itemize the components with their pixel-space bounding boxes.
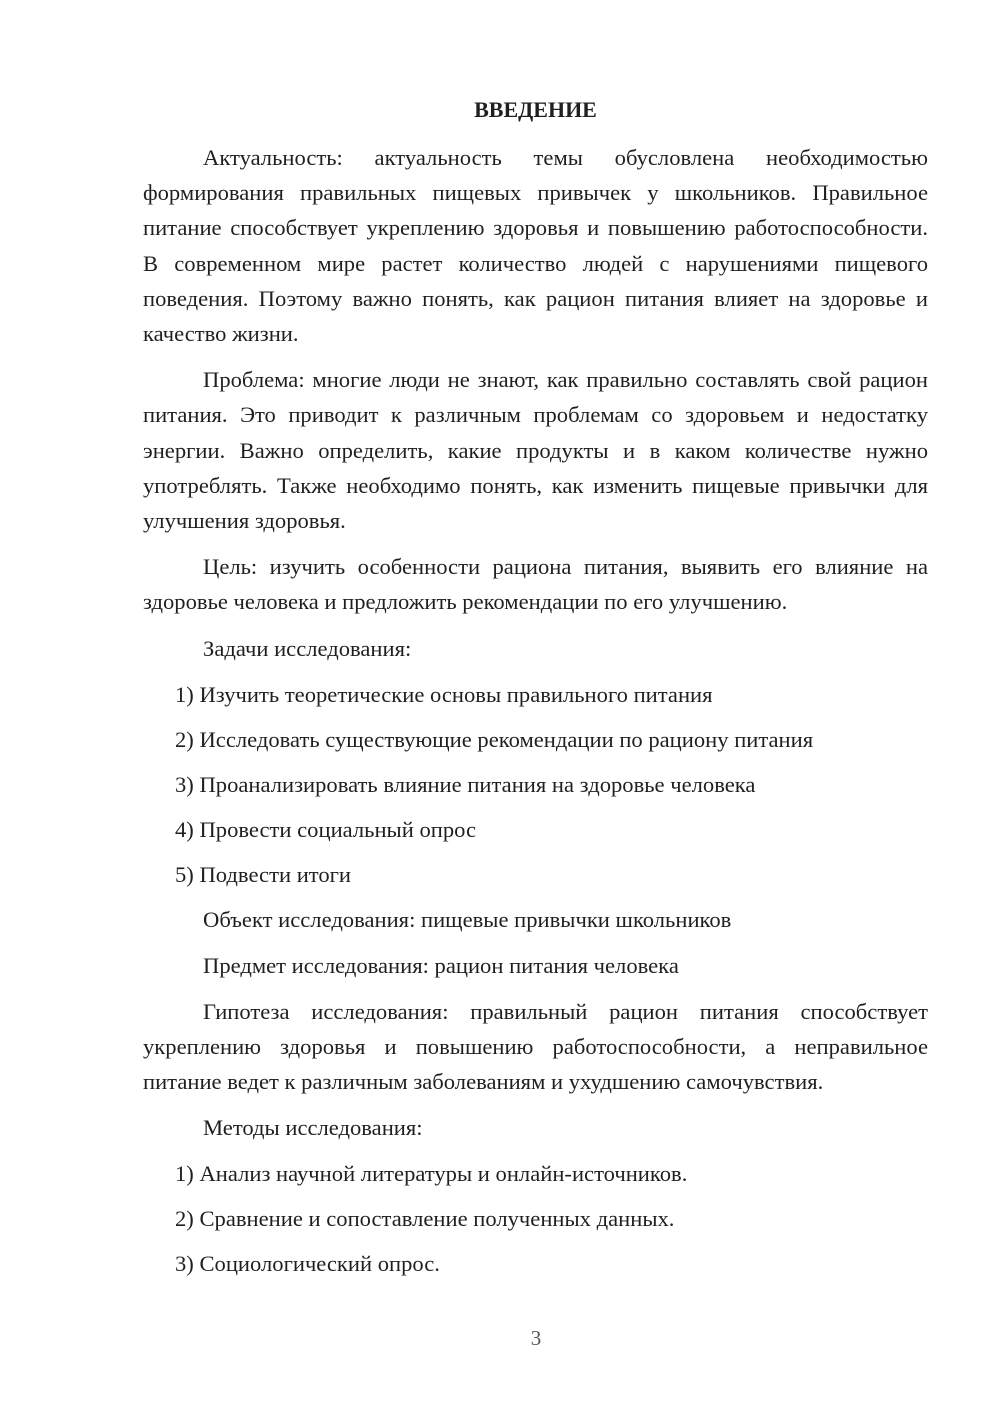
page-number: 3: [530, 1326, 542, 1350]
tasks-list: [143, 677, 928, 892]
task-item: 5) Подвести итоги: [175, 861, 352, 887]
relevance-paragraph: Актуальность: актуальность темы обусловлена необходимостью формирования правильных пищевых привычек у школьников. Правильное питание способствует укреплению здоровья и повышению работоспособности. В современном мире растет количество людей с нарушениями пищевого поведения. Поэтому важно понять, как рацион питания влияет на здоровье и качество жизни.: [143, 145, 928, 347]
task-item: 1) Изучить теоретические основы правильного питания: [175, 681, 713, 707]
research-object: Объект исследования: пищевые привычки школьников: [203, 906, 732, 932]
methods-list: [143, 1156, 928, 1281]
task-item: 4) Провести социальный опрос: [175, 816, 477, 842]
method-item: 3) Социологический опрос.: [175, 1251, 440, 1277]
methods-heading: Методы исследования:: [203, 1115, 423, 1141]
method-item: 1) Анализ научной литературы и онлайн-источников.: [175, 1161, 688, 1187]
research-subject: Предмет исследования: рацион питания человека: [203, 952, 679, 978]
document-body: [143, 93, 928, 1291]
problem-paragraph: Проблема: многие люди не знают, как правильно составлять свой рацион питания. Это приводит к различным проблемам со здоровьем и недостатку энергии. Важно определить, какие продукты и в каком количестве нужно употреблять. Также необходимо понять, как изменить пищевые привычки для улучшения здоровья.: [143, 367, 928, 534]
goal-paragraph: Цель: изучить особенности рациона питания, выявить его влияние на здоровье человека и предложить рекомендации по его улучшению.: [143, 554, 928, 615]
page-title: ВВЕДЕНИЕ: [474, 97, 597, 122]
task-item: 3) Проанализировать влияние питания на здоровье человека: [175, 771, 756, 797]
hypothesis-paragraph: Гипотеза исследования: правильный рацион питания способствует укреплению здоровья и повышению работоспособности, а неправильное питание ведет к различным заболеваниям и ухудшению самочувствия.: [143, 998, 928, 1095]
tasks-heading: Задачи исследования:: [203, 635, 412, 661]
task-item: 2) Исследовать существующие рекомендации по рациону питания: [175, 726, 814, 752]
method-item: 2) Сравнение и сопоставление полученных данных.: [175, 1206, 675, 1232]
